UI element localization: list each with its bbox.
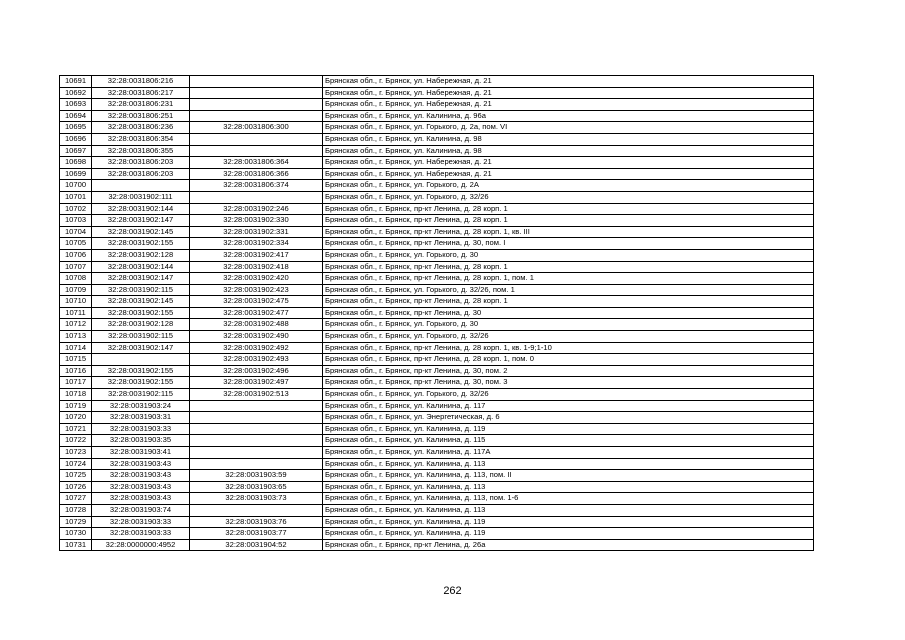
table-row	[60, 504, 814, 516]
table-row	[60, 447, 814, 459]
address-cell: Брянская обл., г. Брянск, пр-кт Ленина, д. 28 корп. 1	[323, 215, 814, 227]
cadastral-number-cell: 32:28:0031902:144	[92, 203, 190, 215]
cadastral-number-cell	[92, 180, 190, 192]
object-number-cell: 32:28:0031903:76	[190, 516, 323, 528]
row-number-cell: 10720	[60, 412, 92, 424]
cadastral-number-cell: 32:28:0031806:251	[92, 110, 190, 122]
object-number-cell: 32:28:0031902:423	[190, 284, 323, 296]
row-number-cell: 10691	[60, 76, 92, 88]
row-number-cell: 10704	[60, 226, 92, 238]
object-number-cell: 32:28:0031902:330	[190, 215, 323, 227]
address-cell: Брянская обл., г. Брянск, пр-кт Ленина, д. 30	[323, 307, 814, 319]
object-number-cell: 32:28:0031902:492	[190, 342, 323, 354]
object-number-cell	[190, 76, 323, 88]
table-body	[60, 76, 814, 551]
table-row	[60, 99, 814, 111]
address-cell: Брянская обл., г. Брянск, ул. Калинина, д. 119	[323, 516, 814, 528]
cadastral-number-cell: 32:28:0031902:155	[92, 307, 190, 319]
table-row	[60, 249, 814, 261]
row-number-cell: 10707	[60, 261, 92, 273]
object-number-cell: 32:28:0031903:65	[190, 481, 323, 493]
table-row	[60, 157, 814, 169]
table-row	[60, 354, 814, 366]
cadastral-number-cell: 32:28:0031902:155	[92, 365, 190, 377]
cadastral-number-cell	[92, 354, 190, 366]
address-cell: Брянская обл., г. Брянск, ул. Калинина, д. 113	[323, 458, 814, 470]
table-row	[60, 180, 814, 192]
cadastral-number-cell: 32:28:0031902:155	[92, 238, 190, 250]
row-number-cell: 10717	[60, 377, 92, 389]
table-row	[60, 215, 814, 227]
row-number-cell: 10700	[60, 180, 92, 192]
row-number-cell: 10709	[60, 284, 92, 296]
row-number-cell: 10705	[60, 238, 92, 250]
address-cell: Брянская обл., г. Брянск, ул. Калинина, д. 96а	[323, 110, 814, 122]
table-row	[60, 261, 814, 273]
row-number-cell: 10722	[60, 435, 92, 447]
address-cell: Брянская обл., г. Брянск, пр-кт Ленина, д. 30, пом. 3	[323, 377, 814, 389]
object-number-cell: 32:28:0031902:477	[190, 307, 323, 319]
row-number-cell: 10727	[60, 493, 92, 505]
row-number-cell: 10694	[60, 110, 92, 122]
table-row	[60, 238, 814, 250]
table-row	[60, 342, 814, 354]
table-row	[60, 412, 814, 424]
cadastral-number-cell: 32:28:0031902:128	[92, 249, 190, 261]
table-row	[60, 539, 814, 551]
object-number-cell	[190, 412, 323, 424]
address-cell: Брянская обл., г. Брянск, пр-кт Ленина, д. 26а	[323, 539, 814, 551]
row-number-cell: 10703	[60, 215, 92, 227]
object-number-cell: 32:28:0031902:417	[190, 249, 323, 261]
object-number-cell	[190, 458, 323, 470]
row-number-cell: 10715	[60, 354, 92, 366]
object-number-cell: 32:28:0031902:497	[190, 377, 323, 389]
address-cell: Брянская обл., г. Брянск, пр-кт Ленина, д. 28 корп. 1, кв. III	[323, 226, 814, 238]
address-cell: Брянская обл., г. Брянск, пр-кт Ленина, д. 28 корп. 1	[323, 261, 814, 273]
object-number-cell	[190, 110, 323, 122]
address-cell: Брянская обл., г. Брянск, ул. Энергетическая, д. 6	[323, 412, 814, 424]
object-number-cell	[190, 435, 323, 447]
cadastral-number-cell: 32:28:0000000:4952	[92, 539, 190, 551]
table-row	[60, 377, 814, 389]
table-row	[60, 435, 814, 447]
address-cell: Брянская обл., г. Брянск, ул. Калинина, д. 117	[323, 400, 814, 412]
row-number-cell: 10699	[60, 168, 92, 180]
object-number-cell	[190, 191, 323, 203]
table-row	[60, 493, 814, 505]
row-number-cell: 10726	[60, 481, 92, 493]
object-number-cell: 32:28:0031902:420	[190, 273, 323, 285]
object-number-cell: 32:28:0031903:73	[190, 493, 323, 505]
row-number-cell: 10714	[60, 342, 92, 354]
address-cell: Брянская обл., г. Брянск, пр-кт Ленина, д. 28 корп. 1	[323, 296, 814, 308]
cadastral-number-cell: 32:28:0031902:128	[92, 319, 190, 331]
object-number-cell	[190, 99, 323, 111]
address-cell: Брянская обл., г. Брянск, ул. Набережная, д. 21	[323, 76, 814, 88]
row-number-cell: 10693	[60, 99, 92, 111]
cadastral-number-cell: 32:28:0031902:145	[92, 296, 190, 308]
address-cell: Брянская обл., г. Брянск, ул. Калинина, д. 98	[323, 133, 814, 145]
row-number-cell: 10724	[60, 458, 92, 470]
table-row	[60, 133, 814, 145]
address-cell: Брянская обл., г. Брянск, ул. Калинина, д. 113	[323, 481, 814, 493]
table-row	[60, 319, 814, 331]
cadastral-number-cell: 32:28:0031902:147	[92, 342, 190, 354]
cadastral-number-cell: 32:28:0031903:31	[92, 412, 190, 424]
address-cell: Брянская обл., г. Брянск, ул. Калинина, д. 113	[323, 504, 814, 516]
object-number-cell: 32:28:0031903:59	[190, 470, 323, 482]
address-cell: Брянская обл., г. Брянск, ул. Горького, д. 2а, пом. VI	[323, 122, 814, 134]
cadastral-number-cell: 32:28:0031903:43	[92, 481, 190, 493]
table-row	[60, 273, 814, 285]
object-number-cell: 32:28:0031902:488	[190, 319, 323, 331]
row-number-cell: 10730	[60, 528, 92, 540]
object-number-cell: 32:28:0031902:418	[190, 261, 323, 273]
object-number-cell	[190, 423, 323, 435]
table-row	[60, 307, 814, 319]
object-number-cell	[190, 400, 323, 412]
table-row	[60, 203, 814, 215]
cadastral-number-cell: 32:28:0031902:115	[92, 389, 190, 401]
object-number-cell: 32:28:0031806:374	[190, 180, 323, 192]
address-cell: Брянская обл., г. Брянск, ул. Набережная, д. 21	[323, 157, 814, 169]
object-number-cell: 32:28:0031902:246	[190, 203, 323, 215]
cadastral-number-cell: 32:28:0031902:155	[92, 377, 190, 389]
row-number-cell: 10696	[60, 133, 92, 145]
row-number-cell: 10701	[60, 191, 92, 203]
cadastral-number-cell: 32:28:0031903:43	[92, 493, 190, 505]
address-cell: Брянская обл., г. Брянск, ул. Горького, д. 32/26	[323, 389, 814, 401]
table-row	[60, 481, 814, 493]
address-cell: Брянская обл., г. Брянск, ул. Набережная, д. 21	[323, 99, 814, 111]
row-number-cell: 10702	[60, 203, 92, 215]
table-row	[60, 470, 814, 482]
row-number-cell: 10716	[60, 365, 92, 377]
cadastral-number-cell: 32:28:0031806:354	[92, 133, 190, 145]
cadastral-number-cell: 32:28:0031806:231	[92, 99, 190, 111]
address-cell: Брянская обл., г. Брянск, ул. Калинина, д. 115	[323, 435, 814, 447]
address-cell: Брянская обл., г. Брянск, пр-кт Ленина, д. 28 корп. 1, пом. 0	[323, 354, 814, 366]
address-cell: Брянская обл., г. Брянск, пр-кт Ленина, д. 28 корп. 1	[323, 203, 814, 215]
row-number-cell: 10711	[60, 307, 92, 319]
row-number-cell: 10731	[60, 539, 92, 551]
row-number-cell: 10719	[60, 400, 92, 412]
cadastral-number-cell: 32:28:0031902:144	[92, 261, 190, 273]
address-cell: Брянская обл., г. Брянск, пр-кт Ленина, д. 28 корп. 1, пом. 1	[323, 273, 814, 285]
cadastral-number-cell: 32:28:0031903:43	[92, 458, 190, 470]
row-number-cell: 10697	[60, 145, 92, 157]
cadastral-number-cell: 32:28:0031806:203	[92, 168, 190, 180]
table-row	[60, 145, 814, 157]
table-row	[60, 110, 814, 122]
table-row	[60, 76, 814, 88]
table-row	[60, 168, 814, 180]
object-number-cell	[190, 133, 323, 145]
table-row	[60, 389, 814, 401]
address-cell: Брянская обл., г. Брянск, пр-кт Ленина, д. 28 корп. 1, кв. 1-9;1-10	[323, 342, 814, 354]
object-number-cell: 32:28:0031902:331	[190, 226, 323, 238]
table-row	[60, 296, 814, 308]
cadastral-number-cell: 32:28:0031902:147	[92, 215, 190, 227]
cadastral-number-cell: 32:28:0031902:147	[92, 273, 190, 285]
object-number-cell	[190, 87, 323, 99]
cadastral-number-cell: 32:28:0031903:35	[92, 435, 190, 447]
address-cell: Брянская обл., г. Брянск, ул. Калинина, д. 113, пом. II	[323, 470, 814, 482]
cadastral-number-cell: 32:28:0031806:217	[92, 87, 190, 99]
table-row	[60, 400, 814, 412]
table-row	[60, 284, 814, 296]
cadastral-number-cell: 32:28:0031902:115	[92, 284, 190, 296]
table-row	[60, 528, 814, 540]
table-row	[60, 122, 814, 134]
object-number-cell	[190, 447, 323, 459]
cadastral-number-cell: 32:28:0031902:145	[92, 226, 190, 238]
cadastral-number-cell: 32:28:0031902:111	[92, 191, 190, 203]
table-row	[60, 516, 814, 528]
address-cell: Брянская обл., г. Брянск, ул. Горького, д. 30	[323, 249, 814, 261]
row-number-cell: 10723	[60, 447, 92, 459]
table-row	[60, 458, 814, 470]
address-cell: Брянская обл., г. Брянск, ул. Горького, д. 32/26	[323, 191, 814, 203]
object-number-cell: 32:28:0031902:334	[190, 238, 323, 250]
cadastral-number-cell: 32:28:0031903:43	[92, 470, 190, 482]
cadastral-number-cell: 32:28:0031903:24	[92, 400, 190, 412]
cadastral-number-cell: 32:28:0031902:115	[92, 331, 190, 343]
row-number-cell: 10692	[60, 87, 92, 99]
row-number-cell: 10718	[60, 389, 92, 401]
object-number-cell: 32:28:0031806:366	[190, 168, 323, 180]
object-number-cell	[190, 504, 323, 516]
address-cell: Брянская обл., г. Брянск, ул. Калинина, д. 113, пом. 1-6	[323, 493, 814, 505]
object-number-cell: 32:28:0031902:513	[190, 389, 323, 401]
table-row	[60, 226, 814, 238]
cadastral-number-cell: 32:28:0031903:33	[92, 528, 190, 540]
address-cell: Брянская обл., г. Брянск, ул. Калинина, д. 117А	[323, 447, 814, 459]
table-row	[60, 331, 814, 343]
property-registry-table	[59, 75, 814, 551]
address-cell: Брянская обл., г. Брянск, пр-кт Ленина, д. 30, пом. I	[323, 238, 814, 250]
address-cell: Брянская обл., г. Брянск, ул. Калинина, д. 119	[323, 423, 814, 435]
address-cell: Брянская обл., г. Брянск, ул. Набережная, д. 21	[323, 87, 814, 99]
table-row	[60, 365, 814, 377]
cadastral-number-cell: 32:28:0031806:236	[92, 122, 190, 134]
object-number-cell: 32:28:0031902:475	[190, 296, 323, 308]
address-cell: Брянская обл., г. Брянск, ул. Горького, д. 32/26	[323, 331, 814, 343]
table-row	[60, 423, 814, 435]
row-number-cell: 10729	[60, 516, 92, 528]
table-row	[60, 87, 814, 99]
object-number-cell	[190, 145, 323, 157]
object-number-cell: 32:28:0031806:364	[190, 157, 323, 169]
cadastral-number-cell: 32:28:0031903:33	[92, 516, 190, 528]
object-number-cell: 32:28:0031903:77	[190, 528, 323, 540]
row-number-cell: 10713	[60, 331, 92, 343]
row-number-cell: 10725	[60, 470, 92, 482]
cadastral-number-cell: 32:28:0031806:216	[92, 76, 190, 88]
object-number-cell: 32:28:0031902:493	[190, 354, 323, 366]
address-cell: Брянская обл., г. Брянск, пр-кт Ленина, д. 30, пом. 2	[323, 365, 814, 377]
row-number-cell: 10721	[60, 423, 92, 435]
object-number-cell: 32:28:0031902:490	[190, 331, 323, 343]
cadastral-number-cell: 32:28:0031903:41	[92, 447, 190, 459]
row-number-cell: 10698	[60, 157, 92, 169]
address-cell: Брянская обл., г. Брянск, ул. Калинина, д. 119	[323, 528, 814, 540]
page-number: 262	[443, 585, 462, 597]
cadastral-number-cell: 32:28:0031903:33	[92, 423, 190, 435]
row-number-cell: 10728	[60, 504, 92, 516]
object-number-cell: 32:28:0031902:496	[190, 365, 323, 377]
cadastral-number-cell: 32:28:0031806:355	[92, 145, 190, 157]
address-cell: Брянская обл., г. Брянск, ул. Набережная, д. 21	[323, 168, 814, 180]
address-cell: Брянская обл., г. Брянск, ул. Калинина, д. 98	[323, 145, 814, 157]
row-number-cell: 10708	[60, 273, 92, 285]
row-number-cell: 10695	[60, 122, 92, 134]
cadastral-number-cell: 32:28:0031903:74	[92, 504, 190, 516]
row-number-cell: 10710	[60, 296, 92, 308]
table-row	[60, 191, 814, 203]
row-number-cell: 10712	[60, 319, 92, 331]
cadastral-number-cell: 32:28:0031806:203	[92, 157, 190, 169]
address-cell: Брянская обл., г. Брянск, ул. Горького, д. 2А	[323, 180, 814, 192]
address-cell: Брянская обл., г. Брянск, ул. Горького, д. 30	[323, 319, 814, 331]
object-number-cell: 32:28:0031806:300	[190, 122, 323, 134]
object-number-cell: 32:28:0031904:52	[190, 539, 323, 551]
row-number-cell: 10706	[60, 249, 92, 261]
address-cell: Брянская обл., г. Брянск, ул. Горького, д. 32/26, пом. 1	[323, 284, 814, 296]
